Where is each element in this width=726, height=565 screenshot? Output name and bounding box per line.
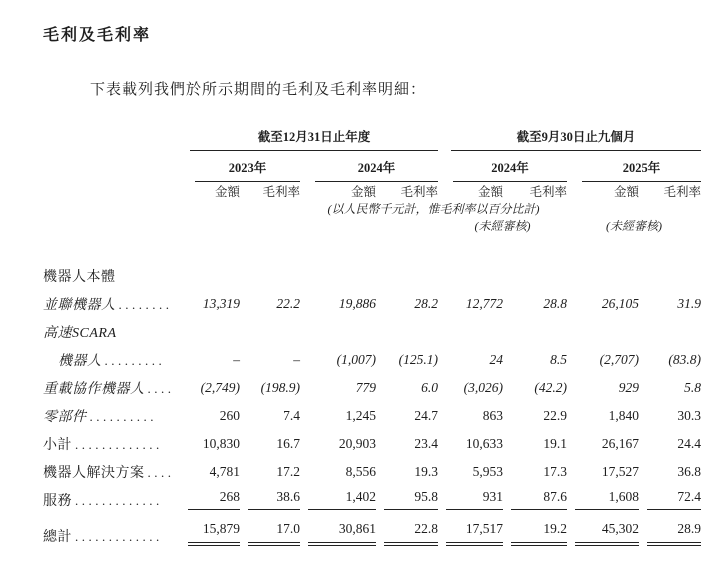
col-header-margin: 毛利率 bbox=[663, 185, 702, 199]
cell-value: 5.8 bbox=[684, 380, 702, 395]
row-label-text: 並聯機器人 bbox=[43, 298, 116, 313]
col-header-margin: 毛利率 bbox=[400, 185, 439, 199]
cell-value: 95.8 bbox=[376, 482, 438, 510]
spacer-cell bbox=[43, 125, 180, 151]
cell-value: 30.3 bbox=[677, 408, 702, 423]
cell-value: 28.2 bbox=[414, 296, 439, 311]
cell-value: 22.9 bbox=[543, 408, 568, 423]
col-header-amount: 金額 bbox=[614, 185, 640, 199]
leader-dots: ............. bbox=[75, 493, 163, 508]
cell-value: 28.8 bbox=[543, 296, 568, 311]
row-label bbox=[43, 454, 180, 482]
cell-value: (42.2) bbox=[534, 380, 568, 395]
cell-value: 8,556 bbox=[345, 464, 376, 479]
leader-dots: ......... bbox=[104, 353, 166, 368]
table-row bbox=[43, 370, 701, 398]
cell-value: 36.8 bbox=[677, 464, 702, 479]
cell-value: 19.1 bbox=[543, 436, 568, 451]
spacer-cell bbox=[43, 217, 438, 234]
spacer-cell bbox=[43, 151, 180, 182]
cell-value: 19.3 bbox=[414, 464, 439, 479]
year-2025-label: 2025年 bbox=[582, 151, 701, 182]
cell-value: (125.1) bbox=[398, 352, 439, 367]
unaudited-note-row bbox=[43, 217, 701, 234]
cell-value: 24.4 bbox=[677, 436, 702, 451]
cell-value: 6.0 bbox=[421, 380, 439, 395]
cell-value bbox=[300, 234, 376, 286]
cell-value bbox=[639, 314, 701, 342]
row-label-text: 重載協作機器人 bbox=[43, 382, 145, 397]
unaudited-note: (未經審核) bbox=[474, 219, 531, 233]
cell-value: 17.0 bbox=[240, 510, 300, 546]
cell-value: 929 bbox=[618, 380, 640, 395]
year-2024-9m bbox=[438, 151, 567, 182]
cell-value: 8.5 bbox=[550, 352, 568, 367]
leader-dots: .... bbox=[147, 465, 175, 480]
intro-text: 下表載列我們於所示期間的毛利及毛利率明細： bbox=[90, 82, 427, 98]
leader-dots: ............. bbox=[75, 437, 163, 452]
row-label bbox=[43, 370, 180, 398]
cell-value: 26,167 bbox=[601, 436, 640, 451]
amount-margin-header-row bbox=[43, 182, 701, 200]
row-label-text: 服務 bbox=[43, 494, 72, 509]
row-label-text: 高速SCARA bbox=[43, 326, 117, 341]
table-row bbox=[43, 314, 701, 342]
cell-value: 24 bbox=[489, 352, 504, 367]
table-row bbox=[43, 454, 701, 482]
col-header-margin: 毛利率 bbox=[262, 185, 300, 199]
cell-value: (83.8) bbox=[668, 352, 702, 367]
row-label bbox=[43, 482, 180, 510]
cell-value: (1,007) bbox=[336, 352, 376, 367]
table-row bbox=[43, 286, 701, 314]
cell-value bbox=[503, 314, 567, 342]
year-2023 bbox=[180, 151, 300, 182]
cell-value: 72.4 bbox=[639, 482, 701, 510]
year-2025 bbox=[567, 151, 701, 182]
year-header-row bbox=[43, 151, 701, 182]
cell-value: 10,633 bbox=[465, 436, 504, 451]
cell-value bbox=[240, 234, 300, 286]
cell-value: 24.7 bbox=[414, 408, 439, 423]
col-header-amount: 金額 bbox=[350, 185, 376, 199]
row-label bbox=[43, 314, 180, 342]
cell-value: 13,319 bbox=[202, 296, 240, 311]
cell-value: 17.2 bbox=[276, 464, 300, 479]
cell-value: 1,840 bbox=[608, 408, 640, 423]
cell-value bbox=[240, 314, 300, 342]
cell-value bbox=[376, 314, 438, 342]
cell-value: – bbox=[233, 352, 240, 367]
cell-value: – bbox=[293, 352, 300, 367]
basis-note: (以人民幣千元計，惟毛利率以百分比計) bbox=[327, 202, 540, 216]
table-row bbox=[43, 510, 701, 546]
cell-value: 17,527 bbox=[601, 464, 640, 479]
cell-value: 17,517 bbox=[438, 510, 503, 546]
cell-value: 5,953 bbox=[472, 464, 504, 479]
period-group-row bbox=[43, 125, 701, 151]
year-2024-9m-label: 2024年 bbox=[453, 151, 567, 182]
period-group-fy-label: 截至12月31日止年度 bbox=[190, 125, 438, 151]
cell-value: (2,749) bbox=[200, 380, 240, 395]
cell-value: 931 bbox=[438, 482, 503, 510]
cell-value: 22.2 bbox=[276, 296, 300, 311]
page-title: 毛利及毛利率 bbox=[43, 27, 152, 44]
cell-value: 1,608 bbox=[567, 482, 639, 510]
cell-value: 87.6 bbox=[503, 482, 567, 510]
year-2024-fy-label: 2024年 bbox=[315, 151, 438, 182]
table-row bbox=[43, 234, 701, 286]
cell-value bbox=[300, 314, 376, 342]
cell-value: 17.3 bbox=[543, 464, 568, 479]
cell-value: (3,026) bbox=[463, 380, 504, 395]
year-2023-label: 2023年 bbox=[195, 151, 300, 182]
cell-value: (2,707) bbox=[599, 352, 640, 367]
cell-value: 20,903 bbox=[338, 436, 376, 451]
col-header-amount: 金額 bbox=[478, 185, 504, 199]
row-label bbox=[43, 398, 180, 426]
cell-value: 19,886 bbox=[338, 296, 376, 311]
leader-dots: ........ bbox=[118, 297, 173, 312]
leader-dots: ............. bbox=[75, 529, 163, 544]
row-label bbox=[43, 286, 180, 314]
cell-value: 863 bbox=[482, 408, 504, 423]
cell-value: 23.4 bbox=[414, 436, 439, 451]
row-label-text: 小計 bbox=[43, 438, 72, 453]
leader-dots: .... bbox=[147, 381, 175, 396]
col-header-margin: 毛利率 bbox=[529, 185, 568, 199]
period-group-9m bbox=[438, 125, 701, 151]
cell-value: 28.9 bbox=[639, 510, 701, 546]
table-row bbox=[43, 426, 701, 454]
cell-value: 12,772 bbox=[465, 296, 504, 311]
cell-value bbox=[376, 234, 438, 286]
basis-note-row bbox=[43, 200, 701, 217]
cell-value bbox=[639, 234, 701, 286]
row-label-text: 機器人 bbox=[58, 354, 102, 369]
spacer-cell bbox=[567, 200, 701, 217]
cell-value: 38.6 bbox=[240, 482, 300, 510]
row-label-text: 機器人解決方案 bbox=[43, 466, 145, 481]
row-label-text: 機器人本體 bbox=[43, 270, 116, 285]
cell-value: 45,302 bbox=[567, 510, 639, 546]
cell-value bbox=[503, 234, 567, 286]
cell-value bbox=[567, 234, 639, 286]
cell-value: 31.9 bbox=[677, 296, 702, 311]
cell-value bbox=[180, 314, 240, 342]
year-2024-fy bbox=[300, 151, 438, 182]
cell-value: 26,105 bbox=[601, 296, 640, 311]
leader-dots: .......... bbox=[89, 409, 157, 424]
row-label-text: 零部件 bbox=[43, 410, 87, 425]
table-row bbox=[43, 482, 701, 510]
row-label bbox=[43, 426, 180, 454]
cell-value bbox=[180, 234, 240, 286]
table-body bbox=[43, 234, 701, 546]
gross-profit-table bbox=[43, 125, 701, 546]
cell-value: 1,245 bbox=[345, 408, 376, 423]
row-label bbox=[43, 510, 180, 546]
table-row bbox=[43, 398, 701, 426]
spacer-cell bbox=[43, 182, 180, 200]
row-label bbox=[43, 234, 180, 286]
cell-value: 7.4 bbox=[283, 408, 300, 423]
table-row bbox=[43, 342, 701, 370]
cell-value bbox=[567, 314, 639, 342]
cell-value: 15,879 bbox=[180, 510, 240, 546]
cell-value bbox=[438, 234, 503, 286]
spacer-cell bbox=[43, 200, 300, 217]
period-group-9m-label: 截至9月30日止九個月 bbox=[451, 125, 701, 151]
row-label-text: 總計 bbox=[43, 530, 72, 545]
cell-value: (198.9) bbox=[260, 380, 300, 395]
cell-value: 4,781 bbox=[209, 464, 240, 479]
cell-value: 19.2 bbox=[503, 510, 567, 546]
cell-value bbox=[438, 314, 503, 342]
col-header-amount: 金額 bbox=[214, 185, 240, 199]
period-group-fy bbox=[180, 125, 438, 151]
cell-value: 22.8 bbox=[376, 510, 438, 546]
cell-value: 16.7 bbox=[276, 436, 300, 451]
cell-value: 10,830 bbox=[202, 436, 240, 451]
cell-value: 268 bbox=[180, 482, 240, 510]
unaudited-note: (未經審核) bbox=[606, 219, 663, 233]
cell-value: 779 bbox=[355, 380, 376, 395]
cell-value: 30,861 bbox=[300, 510, 376, 546]
cell-value: 1,402 bbox=[300, 482, 376, 510]
cell-value: 260 bbox=[219, 408, 240, 423]
row-label bbox=[43, 342, 180, 370]
